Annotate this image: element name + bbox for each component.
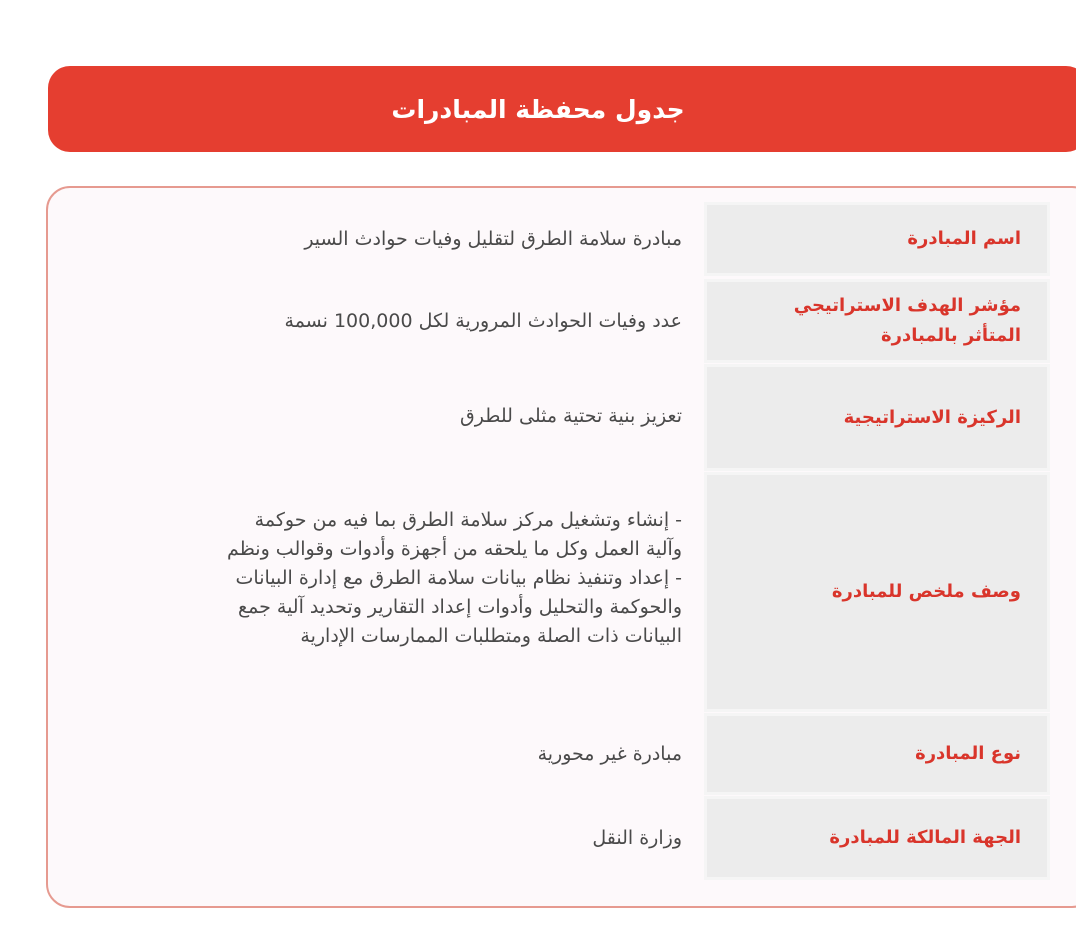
row-value: عدد وفيات الحوادث المرورية لكل 100,000 نسمة [284, 309, 682, 332]
row-value: مبادرة غير محورية [537, 742, 682, 765]
row-label-cell [704, 713, 1050, 795]
table-row-strategic-pillar [48, 364, 1076, 471]
row-label: نوع المبادرة [915, 743, 1021, 764]
table-row-initiative-type [48, 713, 1076, 795]
row-value-cell [88, 472, 682, 712]
row-label-cell [704, 796, 1050, 880]
summary-line: والحوكمة والتحليل وأدوات إعداد التقارير وتحديد آلية جمع [238, 596, 682, 618]
row-value-cell [88, 364, 682, 471]
row-label: اسم المبادرة [907, 228, 1021, 249]
row-label [794, 291, 1021, 351]
summary-line: - إنشاء وتشغيل مركز سلامة الطرق بما فيه من حوكمة [254, 509, 682, 531]
row-label: الجهة المالكة للمبادرة [829, 827, 1021, 848]
row-label: وصف ملخص للمبادرة [831, 581, 1021, 602]
row-value-cell [88, 202, 682, 276]
row-label-cell [704, 279, 1050, 363]
row-value-cell [88, 796, 682, 880]
row-value [88, 506, 682, 651]
summary-line: - إعداد وتنفيذ نظام بيانات سلامة الطرق مع إدارة البيانات [235, 567, 682, 589]
table-row-summary [48, 472, 1076, 712]
summary-line: البيانات ذات الصلة ومتطلبات الممارسات الإدارية [300, 625, 682, 647]
row-label-line: مؤشر الهدف الاستراتيجي [793, 295, 1021, 316]
row-label-cell [704, 472, 1050, 712]
row-label: الركيزة الاستراتيجية [843, 406, 1021, 428]
table-row-owner [48, 796, 1076, 880]
row-value: وزارة النقل [592, 826, 682, 849]
row-value-cell [88, 279, 682, 363]
row-label-cell [704, 364, 1050, 471]
summary-line: وآلية العمل وكل ما يلحقه من أجهزة وأدوات وقوالب ونظم [227, 538, 682, 560]
row-value: تعزيز بنية تحتية مثلى للطرق [460, 405, 682, 427]
row-value-cell [88, 713, 682, 795]
row-value: مبادرة سلامة الطرق لتقليل وفيات حوادث السير [304, 227, 682, 250]
title-banner [48, 66, 1076, 152]
page-title: جدول محفظة المبادرات [391, 94, 685, 124]
row-label-cell [704, 202, 1050, 276]
table-row-strategic-indicator [48, 279, 1076, 363]
row-label-line: المتأثر بالمبادرة [880, 325, 1021, 346]
table-row-initiative-name [48, 202, 1076, 276]
initiative-table [46, 186, 1076, 908]
